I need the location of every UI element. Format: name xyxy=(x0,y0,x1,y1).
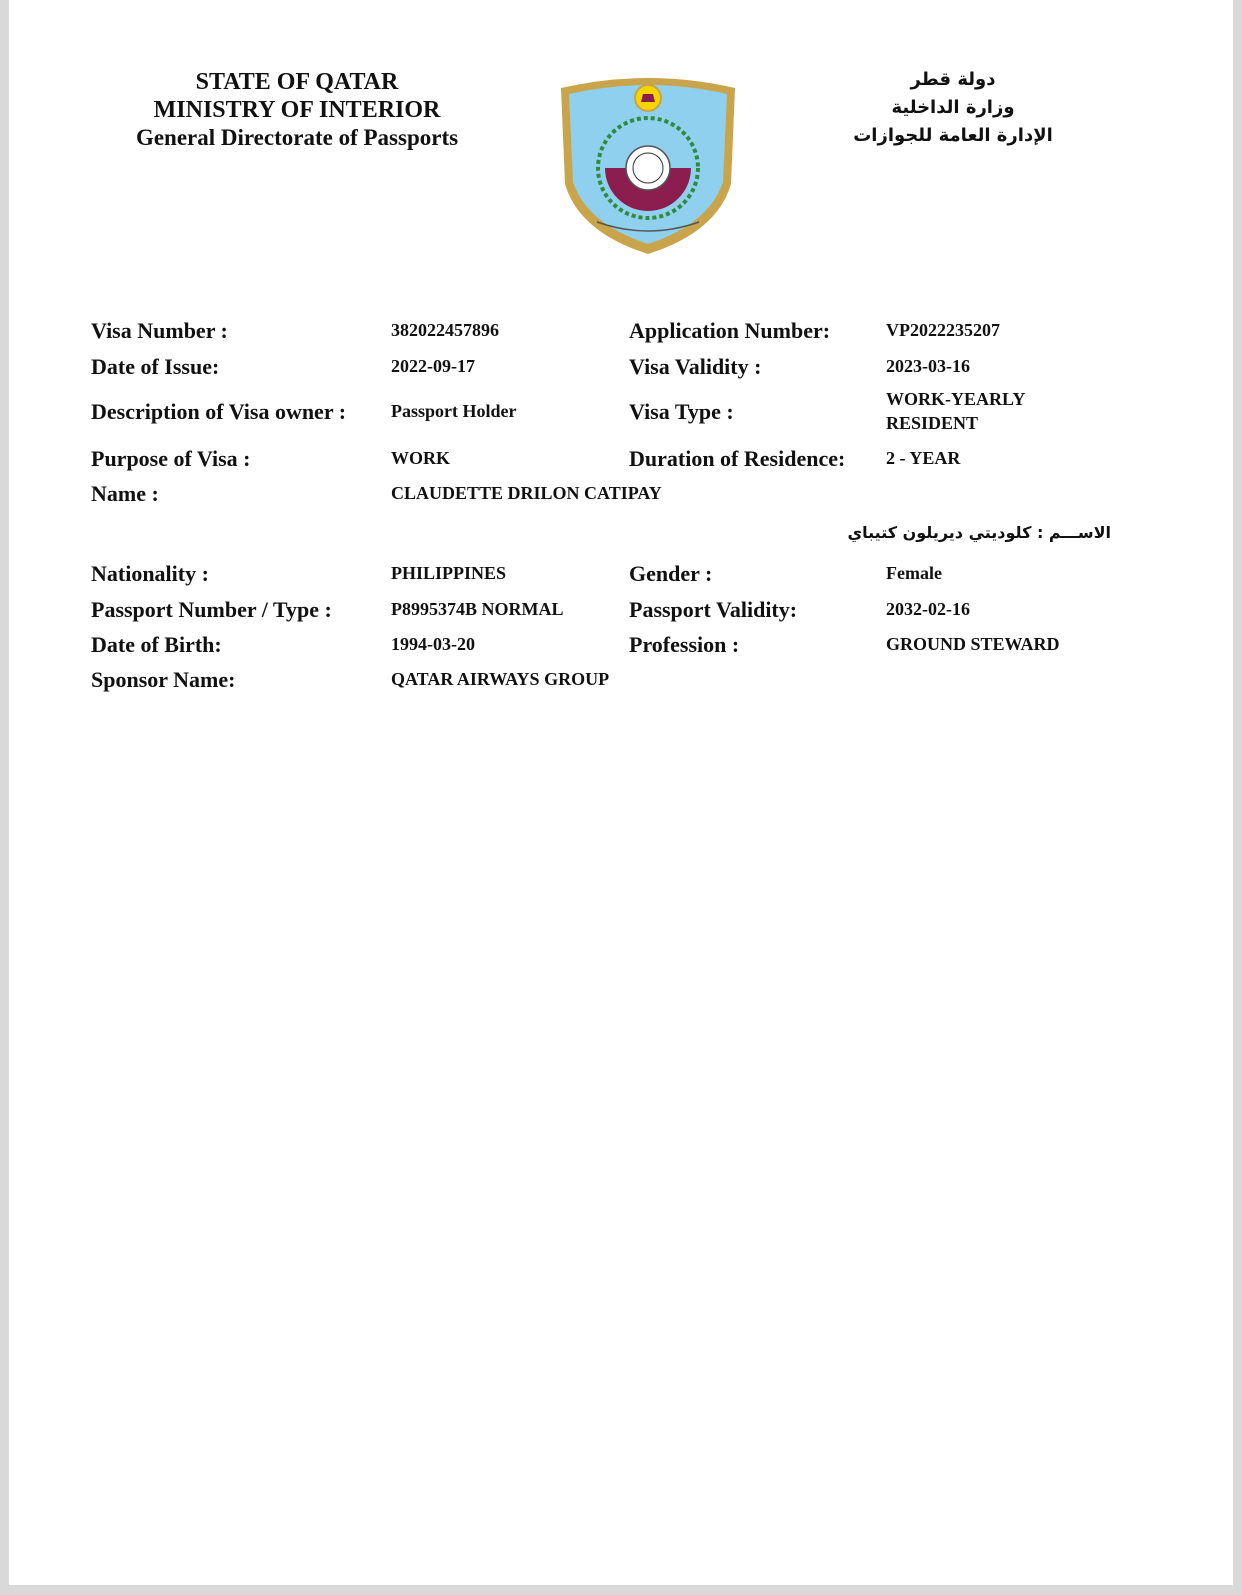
gender-value: Female xyxy=(886,563,942,583)
profession-label: Profession : xyxy=(629,632,740,657)
arabic-name: الاســـم : كلوديتي ديريلون كتيباي xyxy=(847,523,1111,542)
description-value: Passport Holder xyxy=(391,401,517,421)
header-ministry: MINISTRY OF INTERIOR xyxy=(153,97,441,123)
nationality-label: Nationality : xyxy=(91,561,209,586)
purpose-value: WORK xyxy=(391,448,451,468)
duration-value: 2 - YEAR xyxy=(886,448,961,468)
gender-label: Gender : xyxy=(629,561,713,586)
header-arabic-directorate: الإدارة العامة للجوازات xyxy=(853,125,1053,146)
visa-validity-label: Visa Validity : xyxy=(629,354,762,379)
visa-validity-value: 2023-03-16 xyxy=(886,356,970,376)
header-english xyxy=(107,68,487,152)
ministry-emblem-icon xyxy=(557,72,739,258)
application-number-value: VP2022235207 xyxy=(886,320,1000,340)
passport-number-label: Passport Number / Type : xyxy=(91,597,332,622)
date-of-birth-value: 1994-03-20 xyxy=(391,634,475,654)
header-arabic-state: دولة قطر xyxy=(910,69,996,90)
header-directorate: General Directorate of Passports xyxy=(135,125,459,150)
passport-number-value: P8995374B NORMAL xyxy=(391,599,564,619)
description-label: Description of Visa owner : xyxy=(91,399,347,424)
sponsor-name-label: Sponsor Name: xyxy=(91,667,236,692)
purpose-label: Purpose of Visa : xyxy=(91,446,251,471)
date-of-issue-label: Date of Issue: xyxy=(91,354,220,379)
visa-number-value: 382022457896 xyxy=(391,320,499,340)
duration-label: Duration of Residence: xyxy=(629,446,846,471)
header-state: STATE OF QATAR xyxy=(195,69,399,95)
name-value: CLAUDETTE DRILON CATIPAY xyxy=(391,483,662,503)
application-number-label: Application Number: xyxy=(629,318,831,343)
header-arabic xyxy=(833,66,1073,150)
visa-type-label: Visa Type : xyxy=(629,399,734,424)
document-page xyxy=(9,0,1233,1585)
sponsor-name-value: QATAR AIRWAYS GROUP xyxy=(391,669,610,689)
visa-number-label: Visa Number : xyxy=(91,318,228,343)
visa-type-value: WORK-YEARLY RESIDENT xyxy=(886,389,1025,433)
passport-validity-value: 2032-02-16 xyxy=(886,599,970,619)
profession-value: GROUND STEWARD xyxy=(886,634,1060,654)
nationality-value: PHILIPPINES xyxy=(391,563,507,583)
name-label: Name : xyxy=(91,481,159,506)
date-of-birth-label: Date of Birth: xyxy=(91,632,222,657)
date-of-issue-value: 2022-09-17 xyxy=(391,356,475,376)
passport-validity-label: Passport Validity: xyxy=(629,597,798,622)
header-arabic-ministry: وزارة الداخلية xyxy=(891,97,1015,118)
